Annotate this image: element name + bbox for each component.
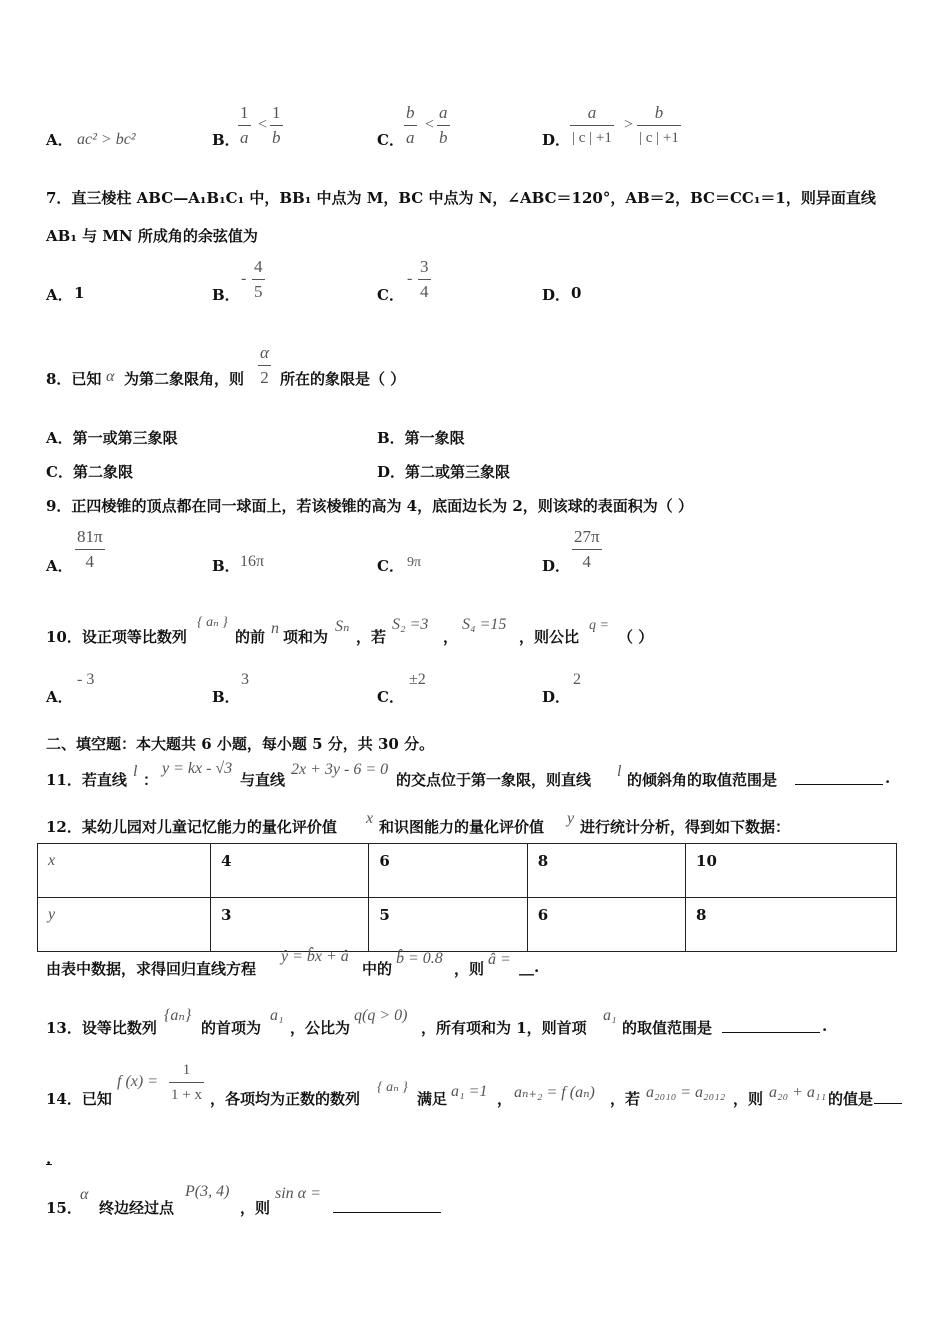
q6-opt-b-frac2: 1 b [272, 103, 281, 147]
q15-sin: sin α = [275, 1185, 321, 1202]
q6-opt-c-frac1: b a [406, 103, 415, 147]
q10-opt-c-value: ±2 [409, 671, 426, 688]
q10-opt-c-label: C． [377, 688, 404, 706]
q12-after2: 中的 [362, 960, 393, 978]
q8-mid: 为第二象限角，则 [124, 370, 245, 388]
q11-p3: 的交点位于第一象限，则直线 [396, 771, 592, 789]
q10-sn: Sₙ [335, 618, 350, 635]
table-cell: 5 [369, 898, 527, 952]
q6-opt-b-op: < [258, 116, 268, 133]
q10-opt-b-value: 3 [241, 671, 249, 688]
q10-p6: （ ） [618, 628, 654, 646]
q10-opt-a-value: - 3 [77, 671, 95, 688]
table-cell: 6 [369, 844, 527, 898]
q9-opt-c-value: 9π [407, 555, 422, 570]
q14-frac: 1 1 + x [171, 1062, 202, 1103]
q14-seq: { aₙ } [377, 1080, 408, 1095]
q8-opt-b: B．第一象限 [377, 429, 465, 447]
q12-p3: 进行统计分析，得到如下数据： [580, 818, 791, 836]
q9-opt-a-label: A． [46, 557, 73, 575]
q10-opt-d-label: D． [542, 688, 571, 706]
q13-seq: {aₙ} [164, 1007, 192, 1024]
q6-opt-b-label: B． [212, 131, 240, 149]
q12-regression-eq: ŷ = b̂x + â [281, 948, 349, 965]
q8-prefix: 8．已知 [46, 370, 102, 388]
q7-opt-d-value: 0 [571, 284, 582, 302]
table-cell: 6 [527, 898, 685, 952]
q14-f: f (x) = [117, 1073, 158, 1090]
table-row [38, 844, 897, 898]
q12-data-table [37, 843, 897, 952]
q12-y: y [567, 810, 575, 827]
q15-point: P(3, 4) [185, 1183, 230, 1200]
q11-answer-blank[interactable] [795, 770, 883, 785]
q7-opt-c-label: C． [377, 286, 404, 304]
q6-opt-d-frac2: b | c | +1 [639, 103, 679, 146]
q6-opt-c-op: < [425, 116, 435, 133]
q15-p1: 15． [46, 1199, 82, 1217]
q11-p2: 与直线 [240, 771, 286, 789]
q11-eq1: y = kx - √3 [162, 760, 233, 777]
q9-opt-b-value: 16π [240, 553, 265, 570]
q14-answer-blank[interactable] [874, 1089, 902, 1104]
q9-stem: 9．正四棱锥的顶点都在同一球面上，若该棱锥的高为 4，底面边长为 2，则该球的表面积为（ ） [46, 497, 693, 515]
q11-l2: l [617, 763, 622, 780]
q11-end: . [885, 769, 891, 787]
q15-p3: ，则 [240, 1199, 271, 1217]
q7-opt-c-frac: 3 4 [420, 257, 429, 301]
q12-a-hat: â = [488, 951, 511, 968]
q14-p4: ，若 [610, 1090, 641, 1108]
q14-cond: a₂₀₁₀ = a₂₀₁₂ [646, 1084, 726, 1101]
q13-p5: 的取值范围是 [622, 1019, 713, 1037]
q13-p3: ，公比为 [290, 1019, 351, 1037]
q10-p5: ，则公比 [519, 628, 580, 646]
q12-p1: 12．某幼儿园对儿童记忆能力的量化评价值 [46, 818, 337, 836]
table-cell: 8 [527, 844, 685, 898]
q9-opt-a-frac: 81π 4 [77, 527, 103, 571]
q10-n: n [271, 620, 279, 637]
q8-alpha: α [106, 368, 115, 385]
q6-opt-d-label: D． [542, 131, 571, 149]
q7-opt-c-sign: - [407, 270, 413, 287]
q14-p2: ，各项均为正数的数列 [210, 1090, 361, 1108]
q13-q: q(q > 0) [354, 1007, 408, 1024]
q12-b-hat: b̂ = 0.8 [396, 950, 443, 967]
q9-opt-b-label: B． [212, 557, 240, 575]
q10-q: q = [589, 618, 609, 633]
q7-opt-a-label: A． [46, 286, 73, 304]
q10-p2: 的前 [235, 628, 266, 646]
q11-eq2: 2x + 3y - 6 = 0 [291, 761, 389, 778]
table-cell: 4 [211, 844, 369, 898]
q8-opt-c: C．第二象限 [46, 463, 133, 481]
q6-opt-c-label: C． [377, 131, 404, 149]
q14-p6: 的值是 [828, 1090, 874, 1108]
q12-after3: ，则 [454, 960, 485, 978]
q13-p1: 13．设等比数列 [46, 1019, 157, 1037]
q6-opt-d-frac1: a | c | +1 [572, 103, 612, 146]
q8-frac: α 2 [260, 343, 269, 387]
q14-comma: ， [497, 1090, 513, 1108]
q14-a1: a₁ =1 [451, 1083, 488, 1100]
q7-opt-b-sign: - [241, 270, 247, 287]
q6-opt-a-label: A． [46, 131, 73, 149]
q7-opt-d-label: D． [542, 286, 571, 304]
q10-s2: S₂ =3 [392, 616, 429, 633]
q6-opt-a-expr: ac² > bc² [77, 131, 136, 148]
q7-stem-line2: AB₁ 与 MN 所成角的余弦值为 [46, 227, 258, 245]
q6-opt-d-op: > [624, 116, 634, 133]
q8-opt-a: A．第一或第三象限 [46, 429, 178, 447]
table-cell-label: y [38, 898, 211, 952]
q10-opt-b-label: B． [212, 688, 240, 706]
q14-sum: a₂₀ + a₁₁ [769, 1084, 827, 1101]
q7-stem-line1: 7．直三棱柱 ABC—A₁B₁C₁ 中，BB₁ 中点为 M，BC 中点为 N，∠ABC＝120°，AB＝2，BC＝CC₁＝1，则异面直线 [46, 189, 876, 207]
q9-opt-d-label: D． [542, 557, 571, 575]
q14-p5: ，则 [733, 1090, 764, 1108]
q13-a1: a₁ [270, 1007, 284, 1024]
q13-a1b: a₁ [603, 1007, 617, 1024]
table-cell: 10 [686, 844, 897, 898]
q12-after1: 由表中数据，求得回归直线方程 [46, 960, 257, 978]
q8-suffix: 所在的象限是（ ） [280, 370, 406, 388]
q7-opt-b-label: B． [212, 286, 240, 304]
q10-s4: S₄ =15 [462, 616, 507, 633]
q14-p1: 14．已知 [46, 1090, 112, 1108]
q10-opt-a-label: A． [46, 688, 73, 706]
q12-p2: 和识图能力的量化评价值 [379, 818, 545, 836]
q14-p3: 满足 [417, 1090, 448, 1108]
q13-p2: 的首项为 [201, 1019, 262, 1037]
q9-opt-c-label: C． [377, 557, 404, 575]
q13-p4: ，所有项和为 1，则首项 [421, 1019, 587, 1037]
q7-opt-b-frac: 4 5 [254, 257, 263, 301]
q10-comma: ， [443, 628, 459, 646]
q10-p1: 10．设正项等比数列 [46, 628, 187, 646]
q14-recurrence: aₙ₊₂ = f (aₙ) [514, 1084, 595, 1101]
q10-opt-d-value: 2 [573, 671, 581, 688]
table-row [38, 898, 897, 952]
q10-seq: { aₙ } [197, 615, 228, 630]
q15-answer-blank[interactable] [333, 1198, 441, 1213]
q13-answer-blank[interactable] [722, 1018, 820, 1033]
q12-x: x [366, 810, 374, 827]
section-2-heading: 二、填空题：本大题共 6 小题，每小题 5 分，共 30 分。 [46, 735, 435, 753]
q6-opt-c-frac2: a b [439, 103, 448, 147]
q13-end: . [822, 1017, 828, 1035]
table-cell-label: x [38, 844, 211, 898]
q10-p4: ，若 [356, 628, 387, 646]
q10-p3: 项和为 [283, 628, 329, 646]
q11-l: l [133, 763, 138, 780]
q11-p4: 的倾斜角的取值范围是 [627, 771, 778, 789]
q14-cont: . [46, 1150, 52, 1168]
q11-colon: ： [143, 771, 159, 789]
q12-after4: __. [519, 958, 540, 976]
q15-p2: 终边经过点 [99, 1199, 175, 1217]
q6-opt-b-frac1: 1 a [240, 103, 249, 147]
q15-alpha: α [80, 1186, 89, 1203]
q8-opt-d: D．第二或第三象限 [377, 463, 511, 481]
table-cell: 3 [211, 898, 369, 952]
table-cell: 8 [686, 898, 897, 952]
q11-p1: 11．若直线 [46, 771, 127, 789]
q7-opt-a-value: 1 [74, 284, 85, 302]
q9-opt-d-frac: 27π 4 [574, 527, 600, 571]
